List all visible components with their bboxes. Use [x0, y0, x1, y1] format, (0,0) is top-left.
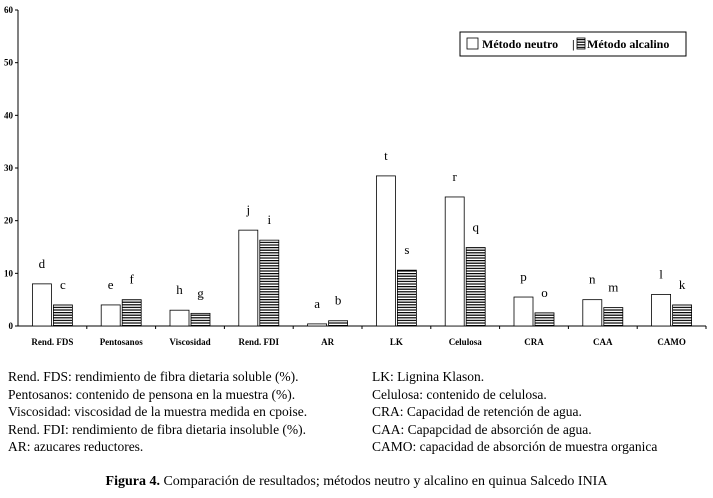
- y-tick-label: 20: [4, 215, 13, 226]
- notes-right-column: [372, 368, 657, 456]
- y-tick-label: 10: [4, 268, 13, 279]
- bar-alcalino: [535, 313, 554, 326]
- data-label-alcalino: q: [472, 219, 479, 235]
- data-label-alcalino: s: [404, 242, 410, 258]
- note-pentosanos: Pentosanos: contenido de pensona en la muestra (%).: [8, 386, 296, 402]
- figure-caption-text: Comparación de resultados; métodos neutro y alcalino en quinua Salcedo INIA: [159, 474, 608, 489]
- bar-neutro: [652, 294, 671, 326]
- category-label: CAA: [593, 337, 613, 347]
- bar-alcalino: [122, 300, 141, 326]
- data-label-alcalino: m: [608, 279, 619, 295]
- data-label-neutro: e: [107, 276, 114, 292]
- bar-neutro: [445, 197, 464, 326]
- bar-alcalino: [329, 321, 348, 326]
- data-label-alcalino: k: [678, 276, 686, 292]
- bar-neutro: [514, 297, 533, 326]
- bar-alcalino: [604, 308, 623, 326]
- data-label-neutro: p: [520, 269, 527, 285]
- data-label-alcalino: g: [197, 285, 204, 301]
- note-rend-fds: Rend. FDS: rendimiento de fibra dietaria soluble (%).: [8, 369, 299, 384]
- data-label-neutro: a: [314, 295, 320, 311]
- bar-neutro: [583, 300, 602, 326]
- category-label: Rend. FDS: [31, 337, 74, 347]
- category-label: Rend. FDI: [238, 337, 280, 347]
- note-rend-fdi: Rend. FDI: rendimiento de fibra dietaria insoluble (%).: [8, 421, 307, 437]
- bar-alcalino: [260, 240, 279, 326]
- bar-alcalino: [466, 248, 485, 326]
- bar-neutro: [376, 176, 395, 326]
- bar-alcalino: [397, 270, 416, 326]
- bar-alcalino: [673, 305, 692, 326]
- bar-alcalino: [191, 313, 210, 326]
- y-tick-label: 40: [4, 110, 13, 121]
- category-label: LK: [389, 337, 403, 347]
- bar-neutro: [32, 284, 51, 326]
- bar-neutro: [239, 230, 258, 326]
- data-label-alcalino: c: [60, 276, 66, 292]
- note-caa: CAA: Capapcidad de absorción de agua.: [372, 421, 592, 437]
- note-camo: CAMO: capacidad de absorción de muestra organica: [372, 439, 658, 454]
- data-label-neutro: h: [176, 282, 183, 298]
- category-label: Viscosidad: [169, 337, 211, 347]
- legend: [460, 32, 686, 56]
- data-label-neutro: n: [589, 271, 596, 287]
- note-cra: CRA: Capacidad de retención de agua.: [372, 404, 582, 419]
- data-label-alcalino: i: [267, 212, 272, 228]
- bar-neutro: [101, 305, 120, 326]
- bar-neutro: [308, 324, 327, 326]
- legend-label-neutro: Método neutro: [482, 37, 559, 51]
- category-label: Pentosanos: [99, 337, 143, 347]
- data-label-neutro: t: [384, 147, 388, 163]
- y-tick-label: 60: [4, 5, 13, 15]
- category-label: CAMO: [657, 337, 686, 347]
- y-tick-label: 50: [4, 57, 13, 68]
- data-label-neutro: r: [452, 168, 457, 184]
- y-tick-label: 30: [4, 163, 13, 173]
- data-label-neutro: l: [659, 266, 663, 282]
- legend-swatch-neutro: [467, 38, 478, 49]
- category-label: AR: [321, 337, 335, 347]
- data-label-alcalino: f: [129, 271, 134, 287]
- legend-separator: |: [572, 37, 575, 51]
- note-viscosidad: Viscosidad: viscosidad de la muestra medida en cpoise.: [8, 404, 308, 419]
- category-label: CRA: [524, 337, 544, 347]
- y-tick-label: 0: [8, 321, 13, 331]
- bar-neutro: [170, 310, 189, 326]
- data-label-neutro: j: [246, 202, 251, 218]
- note-lk: LK: Lignina Klason.: [372, 369, 485, 384]
- notes-left-column: [8, 368, 307, 456]
- legend-swatch-alcalino: [577, 38, 585, 49]
- data-label-alcalino: b: [334, 292, 342, 308]
- data-label-neutro: d: [38, 255, 46, 271]
- bar-alcalino: [53, 305, 72, 326]
- figure-label: Figura 4.: [105, 474, 160, 489]
- legend-label-alcalino: Método alcalino: [587, 37, 670, 51]
- note-celulosa: Celulosa: contenido de celulosa.: [372, 386, 547, 402]
- category-label: Celulosa: [448, 337, 482, 347]
- data-label-alcalino: o: [541, 284, 548, 300]
- figure-caption: [0, 474, 713, 490]
- note-ar: AR: azucares reductores.: [8, 439, 144, 454]
